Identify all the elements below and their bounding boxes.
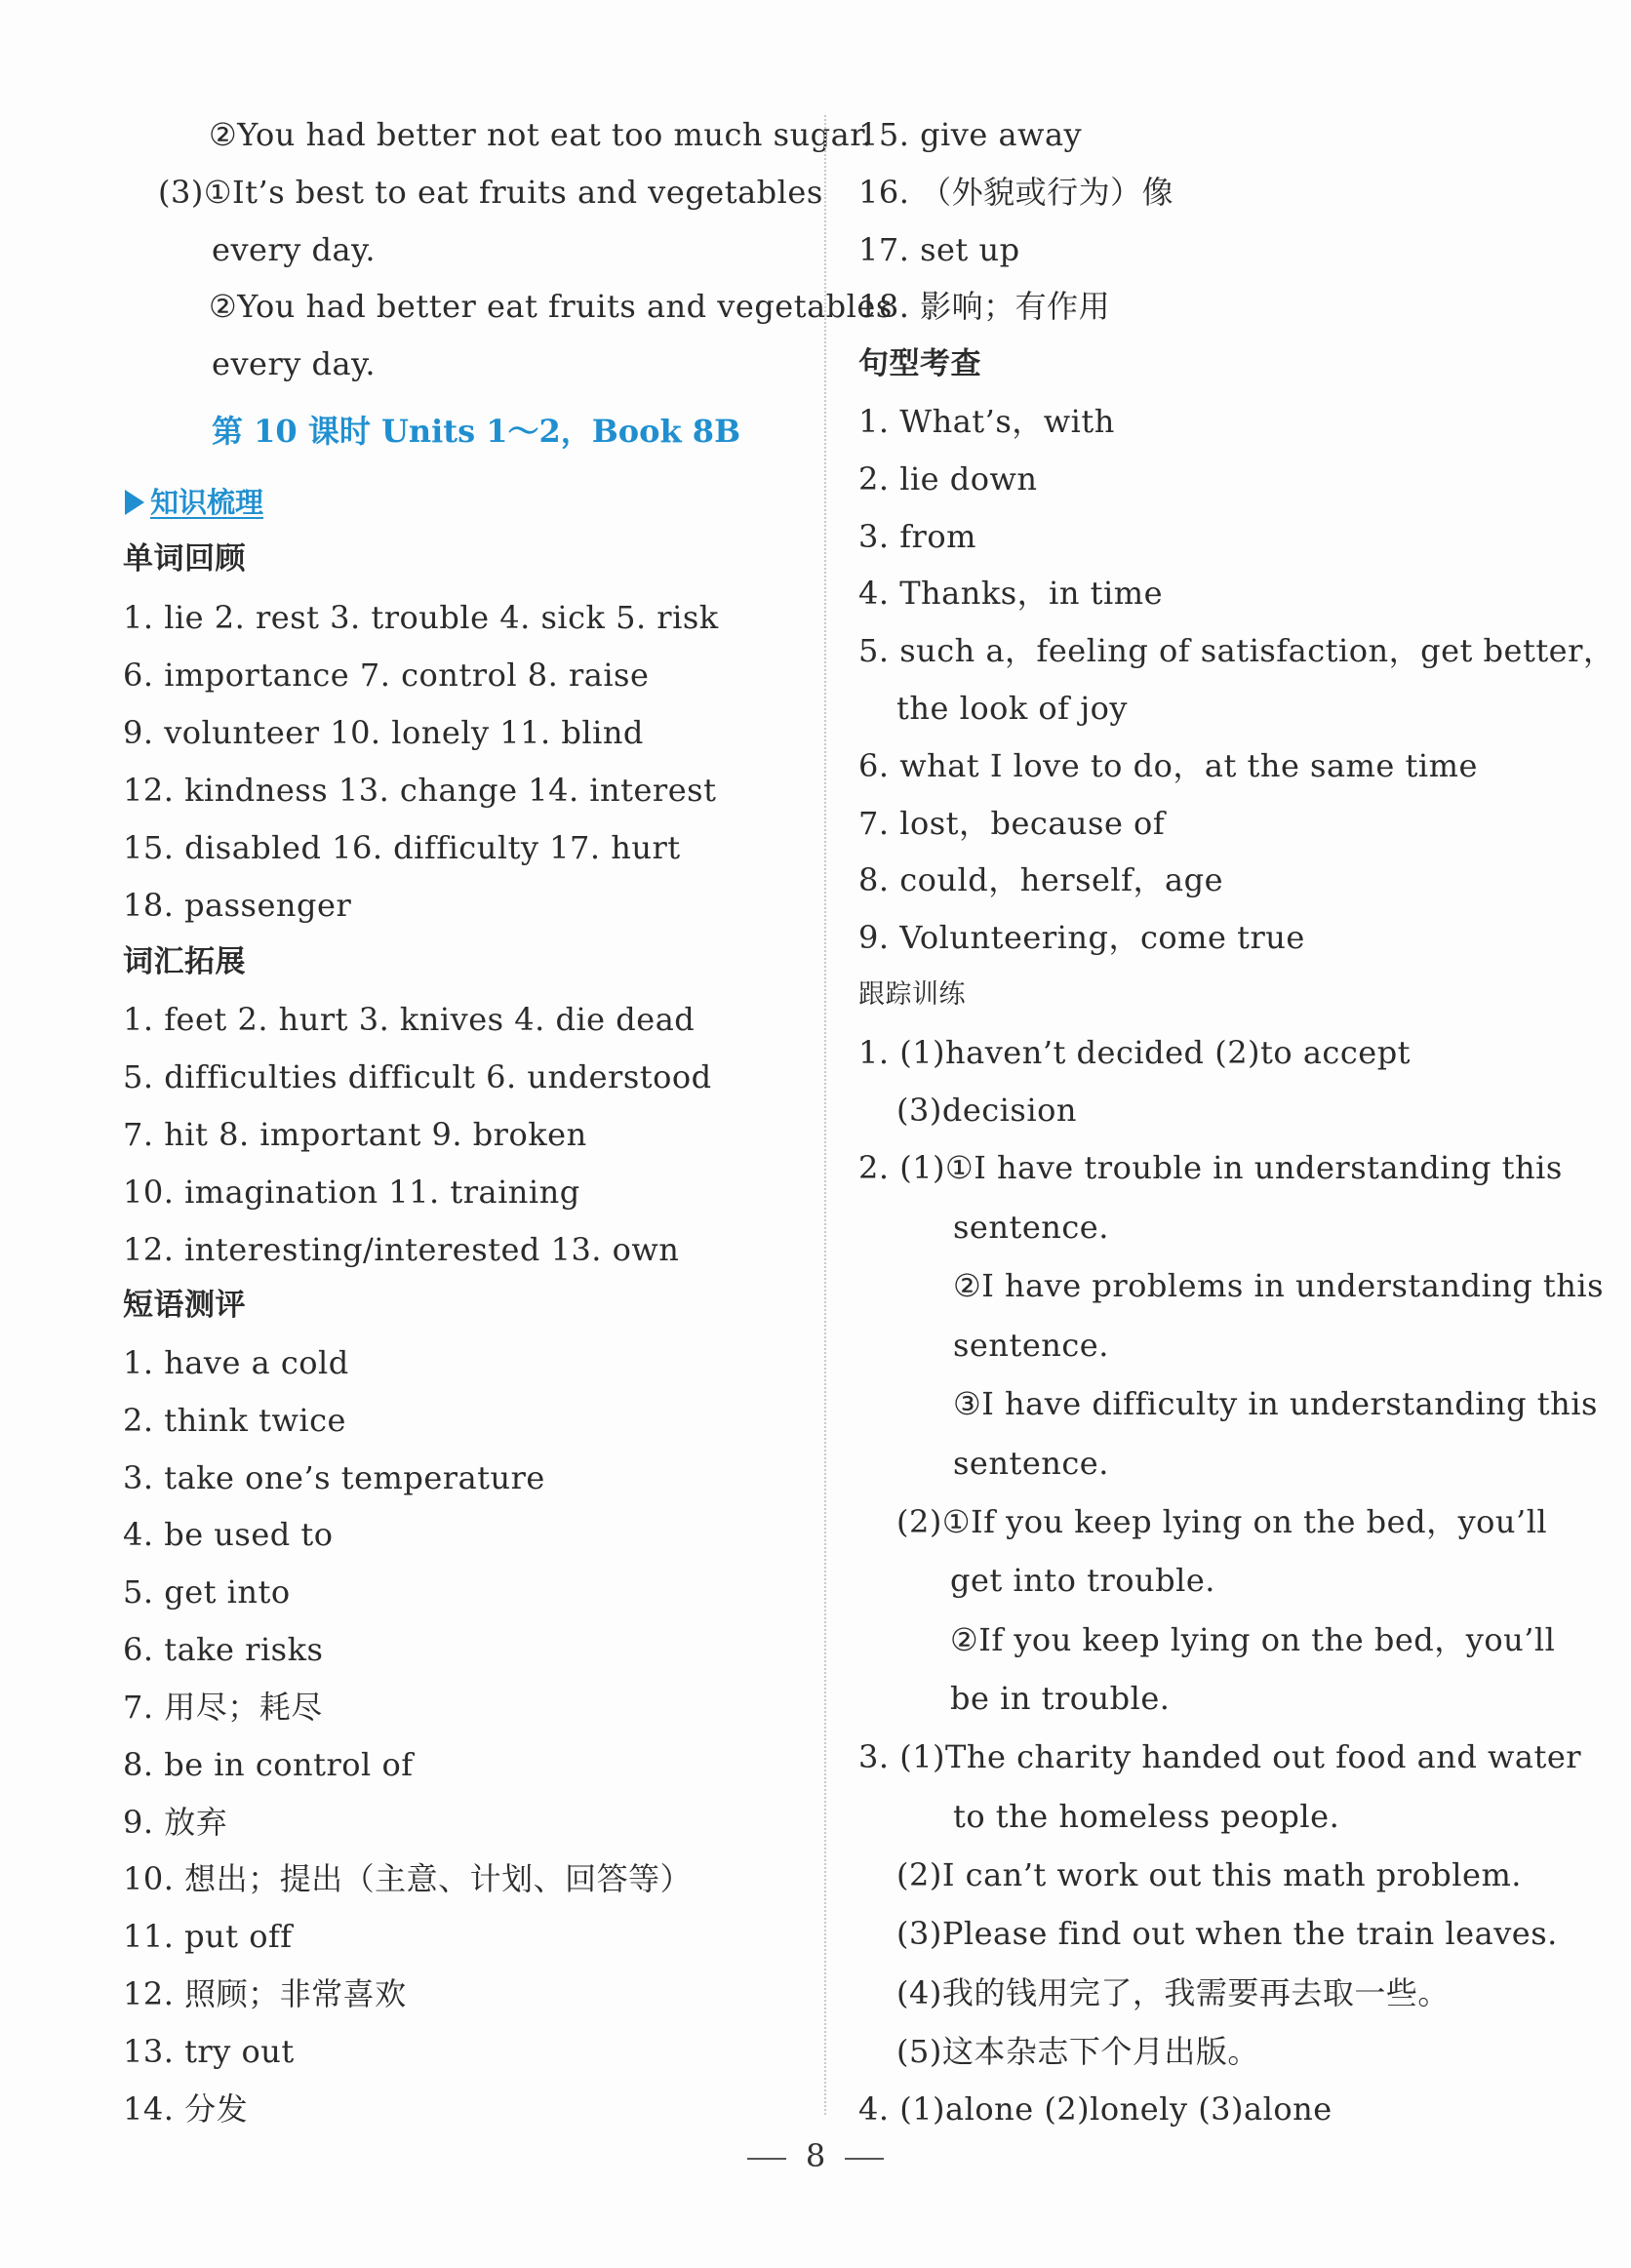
- section-label: 知识梳理: [150, 486, 264, 519]
- vocab-line: 10. imagination 11. training: [123, 1174, 580, 1211]
- phrase-line: 1. have a cold: [123, 1344, 349, 1381]
- subsection-title: 单词回顾: [123, 541, 246, 577]
- practice-line: sentence.: [953, 1445, 1109, 1482]
- sentence-line: 1. What’s，with: [858, 403, 1115, 440]
- subsection-title: 词汇拓展: [123, 944, 246, 979]
- practice-line: ③I have difficulty in understanding this: [953, 1385, 1598, 1422]
- practice-line: (3)Please find out when the train leaves.: [896, 1915, 1558, 1952]
- sentence-line: 5. such a，feeling of satisfaction，get better，: [858, 632, 1615, 669]
- sentence-line: the look of joy: [896, 690, 1128, 727]
- phrase-line: 9. 放弃: [123, 1804, 228, 1841]
- practice-line: be in trouble.: [950, 1680, 1171, 1717]
- practice-line: sentence.: [953, 1327, 1109, 1364]
- phrase-line: 10. 想出；提出（主意、计划、回答等）: [123, 1860, 693, 1897]
- vocab-line: 12. interesting/interested 13. own: [123, 1231, 680, 1268]
- phrase-line: 8. be in control of: [123, 1746, 414, 1783]
- sentence-line: 2. lie down: [858, 460, 1038, 497]
- sentence-line: 8. could，herself，age: [858, 861, 1224, 898]
- word-review-line: 12. kindness 13. change 14. interest: [123, 772, 717, 809]
- vocab-line: 1. feet 2. hurt 3. knives 4. die dead: [123, 1001, 696, 1038]
- practice-line: 4. (1)alone (2)lonely (3)alone: [858, 2090, 1333, 2128]
- page-number: 8: [0, 2136, 1631, 2175]
- phrase-line: 16. （外貌或行为）像: [858, 174, 1174, 211]
- vocab-line: 7. hit 8. important 9. broken: [123, 1116, 587, 1153]
- prev-answer-line: (3)①It’s best to eat fruits and vegetables: [158, 174, 823, 211]
- lesson-title: 第 10 课时 Units 1～2，Book 8B: [212, 413, 741, 450]
- phrase-line: 18. 影响；有作用: [858, 288, 1111, 325]
- practice-line: 1. (1)haven’t decided (2)to accept: [858, 1034, 1412, 1071]
- practice-line: (5)这本杂志下个月出版。: [896, 2033, 1259, 2070]
- phrase-line: 6. take risks: [123, 1631, 324, 1668]
- phrase-line: 12. 照顾；非常喜欢: [123, 1975, 407, 2012]
- phrase-line: 15. give away: [858, 116, 1083, 153]
- prev-answer-line: ②You had better eat fruits and vegetables: [209, 288, 893, 325]
- vocab-line: 5. difficulties difficult 6. understood: [123, 1058, 712, 1095]
- practice-line: to the homeless people.: [953, 1798, 1340, 1835]
- phrase-line: 11. put off: [123, 1918, 293, 1955]
- section-heading: [125, 483, 263, 522]
- phrase-line: 2. think twice: [123, 1402, 346, 1439]
- prev-answer-line: ②You had better not eat too much sugar.: [209, 116, 873, 153]
- word-review-line: 15. disabled 16. difficulty 17. hurt: [123, 829, 681, 866]
- practice-line: get into trouble.: [950, 1562, 1215, 1599]
- phrase-line: 5. get into: [123, 1573, 291, 1611]
- prev-answer-line: every day.: [212, 345, 377, 382]
- phrase-line: 4. be used to: [123, 1516, 334, 1553]
- sentence-line: 3. from: [858, 518, 976, 555]
- sentence-line: 6. what I love to do，at the same time: [858, 747, 1478, 784]
- phrase-line: 3. take one’s temperature: [123, 1459, 545, 1496]
- word-review-line: 6. importance 7. control 8. raise: [123, 657, 650, 694]
- triangle-icon: [125, 490, 144, 515]
- sentence-line: 9. Volunteering，come true: [858, 919, 1305, 956]
- subsection-title: 句型考查: [858, 346, 981, 381]
- practice-line: (3)decision: [896, 1092, 1077, 1129]
- phrase-line: 7. 用尽；耗尽: [123, 1689, 323, 1726]
- practice-line: (2)I can’t work out this math problem.: [896, 1856, 1522, 1893]
- column-divider: [824, 115, 826, 2115]
- word-review-line: 1. lie 2. rest 3. trouble 4. sick 5. risk: [123, 599, 719, 636]
- phrase-line: 13. try out: [123, 2033, 295, 2070]
- phrase-line: 17. set up: [858, 231, 1020, 268]
- practice-line: ②If you keep lying on the bed，you’ll: [950, 1621, 1556, 1658]
- subsection-title: 跟踪训练: [858, 979, 966, 1010]
- word-review-line: 9. volunteer 10. lonely 11. blind: [123, 714, 644, 751]
- sentence-line: 7. lost，because of: [858, 805, 1166, 842]
- word-review-line: 18. passenger: [123, 887, 352, 924]
- prev-answer-line: every day.: [212, 231, 377, 268]
- practice-line: sentence.: [953, 1209, 1109, 1246]
- practice-line: ②I have problems in understanding this: [953, 1267, 1605, 1304]
- sentence-line: 4. Thanks，in time: [858, 575, 1164, 612]
- practice-line: (2)①If you keep lying on the bed，you’ll: [896, 1503, 1548, 1540]
- subsection-title: 短语测评: [123, 1288, 246, 1323]
- practice-line: (4)我的钱用完了，我需要再去取一些。: [896, 1974, 1450, 2011]
- practice-line: 3. (1)The charity handed out food and water: [858, 1738, 1582, 1775]
- practice-line: 2. (1)①I have trouble in understanding this: [858, 1149, 1563, 1186]
- phrase-line: 14. 分发: [123, 2090, 249, 2128]
